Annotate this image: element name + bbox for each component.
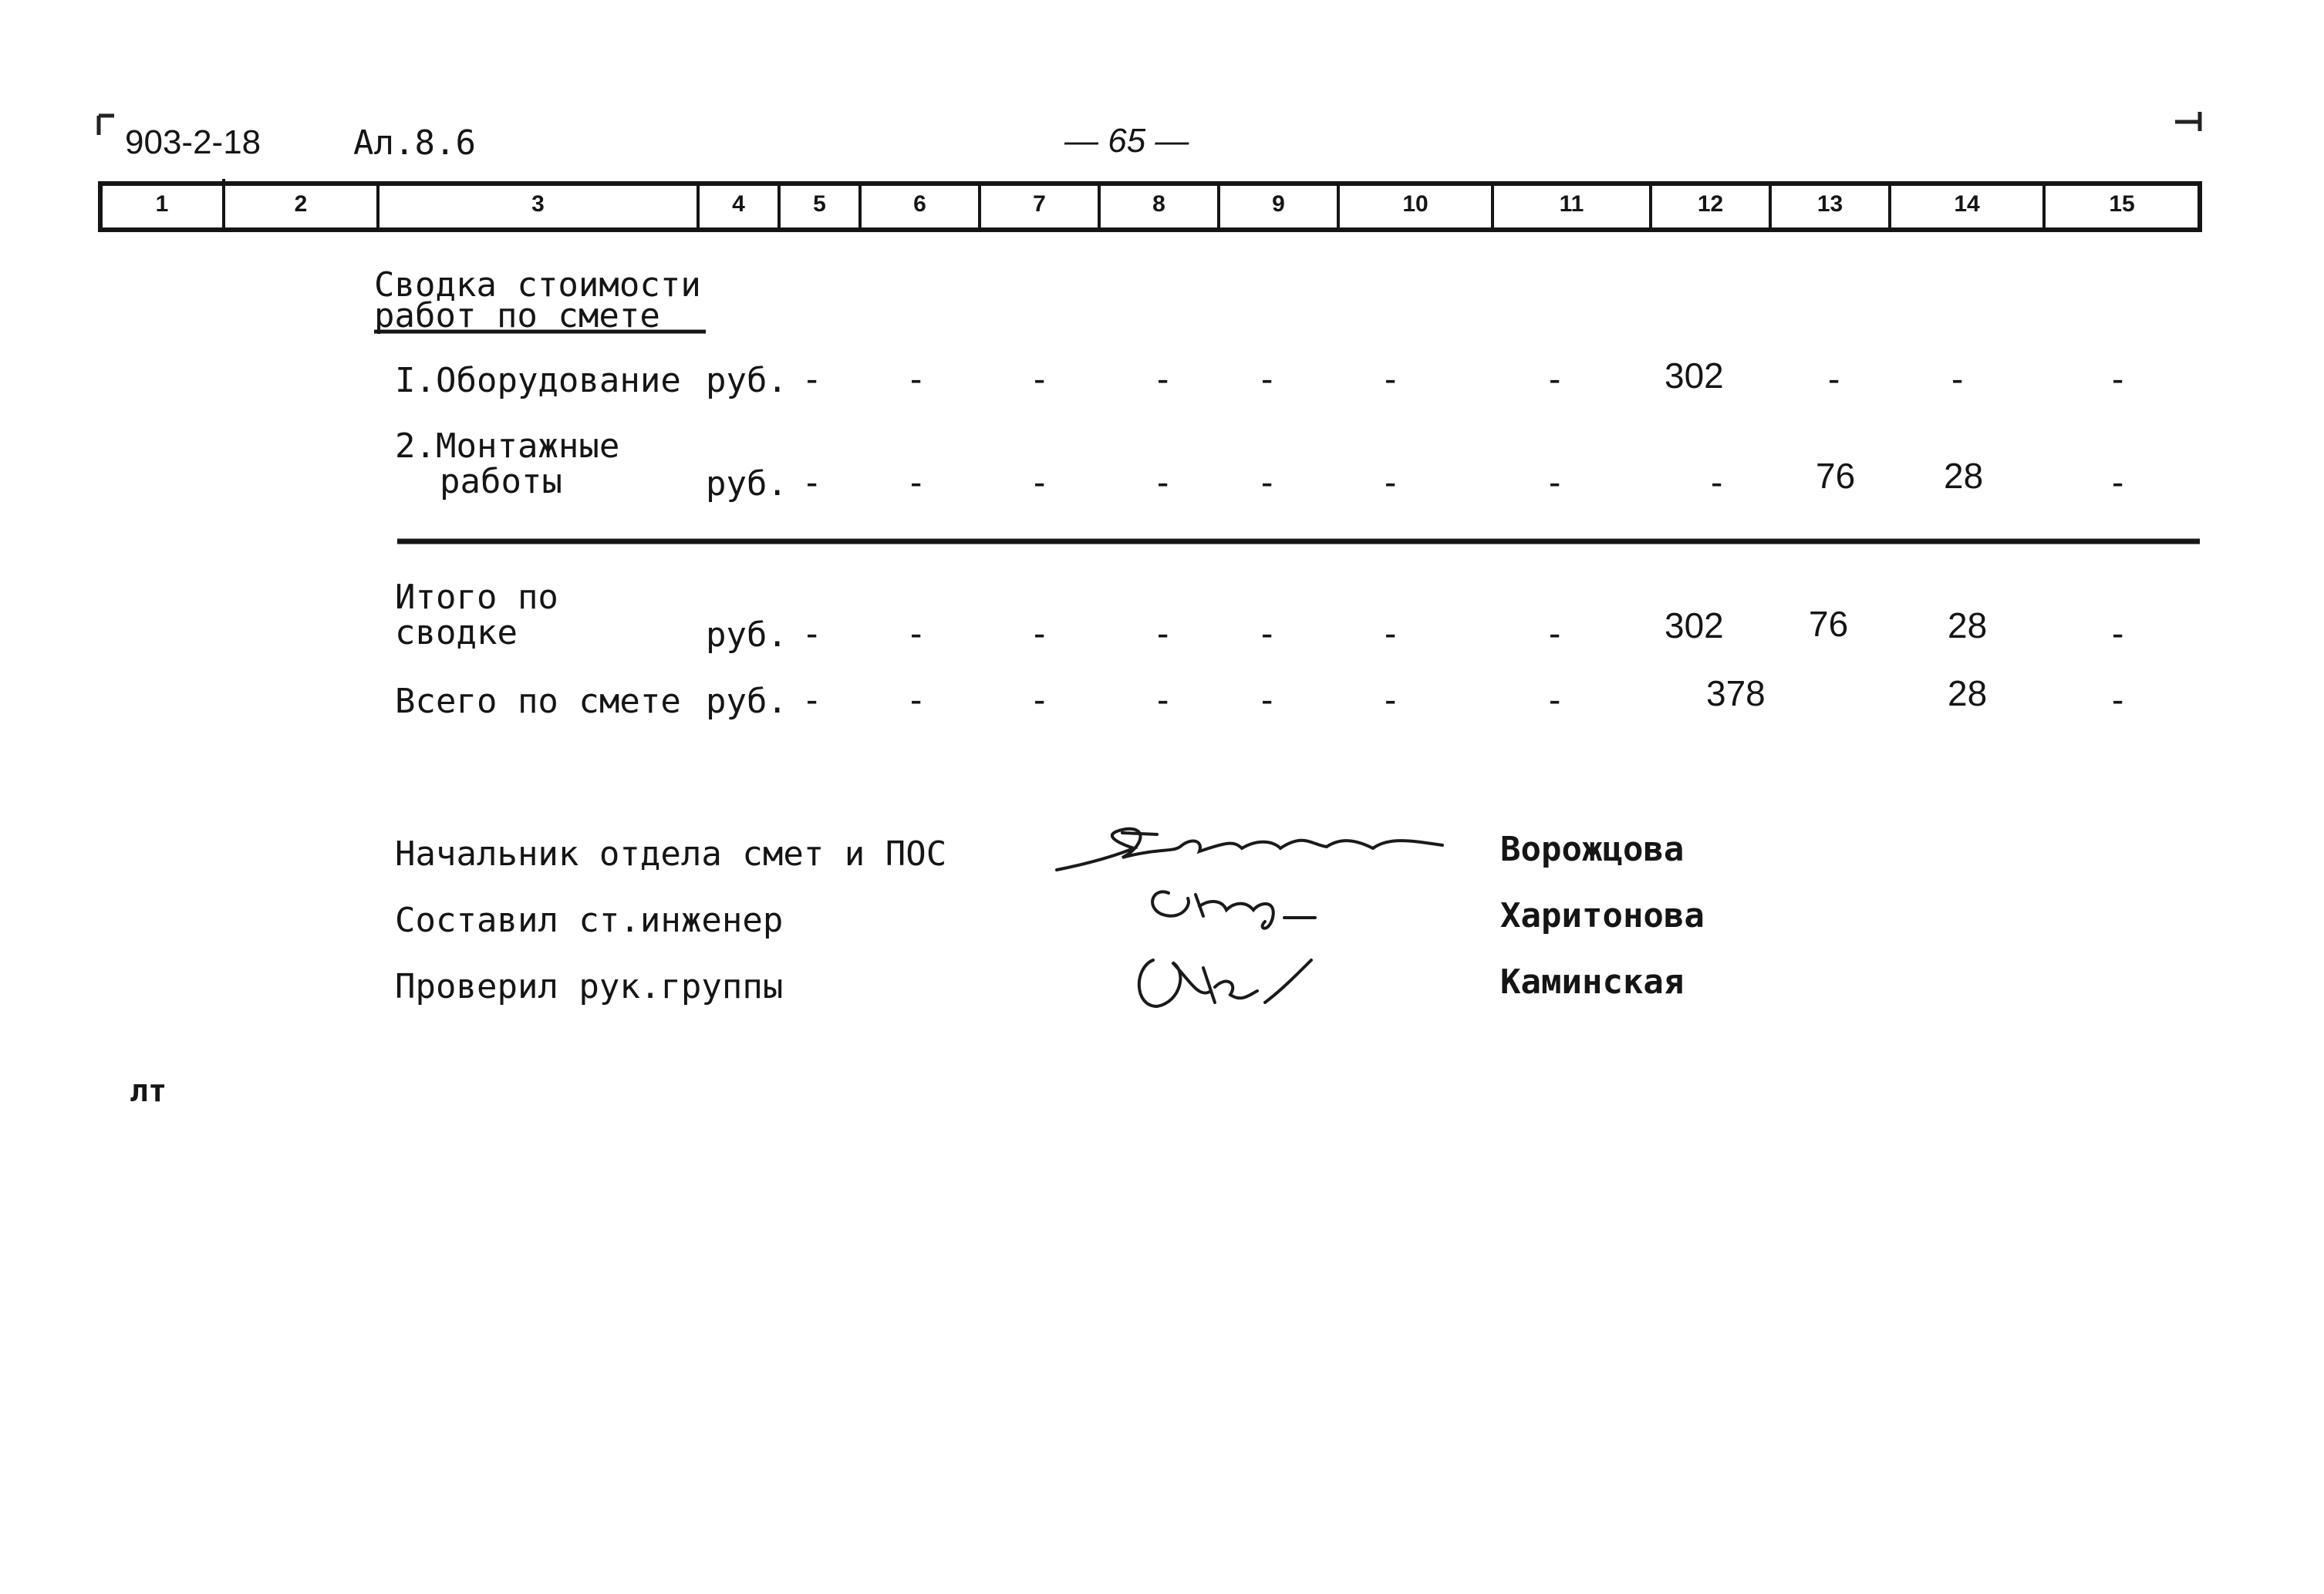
row-label-line1: Итого по <box>395 578 558 617</box>
cell: 76 <box>1816 456 1856 496</box>
cell: - <box>910 613 923 653</box>
cell: - <box>910 679 923 719</box>
row-label-line1: 2.Монтажные <box>395 426 620 466</box>
cell: - <box>1549 359 1561 399</box>
column-header-8: 8 <box>1152 191 1165 217</box>
column-header-1: 1 <box>155 191 169 217</box>
summary-title-line1: Сводка стоимости <box>374 265 701 305</box>
cell: 28 <box>1948 673 1988 713</box>
column-header-4: 4 <box>732 191 745 217</box>
cell: - <box>1385 613 1397 653</box>
page-number: — 65 — <box>1064 122 1189 160</box>
signature-1-scribble <box>1057 829 1442 870</box>
row-unit: руб. <box>706 361 788 400</box>
cell: 28 <box>1948 605 1988 645</box>
cell: - <box>1549 679 1561 719</box>
cell: - <box>1549 462 1561 502</box>
column-header-2: 2 <box>294 191 308 217</box>
column-header-10: 10 <box>1402 191 1428 217</box>
cell: - <box>1034 679 1046 719</box>
signature-name: Каминская <box>1500 962 1685 1002</box>
signature-role: Составил ст.инженер <box>395 901 784 940</box>
cell: - <box>1157 462 1169 502</box>
column-header-9: 9 <box>1272 191 1285 217</box>
cell: - <box>1261 462 1273 502</box>
column-header-15: 15 <box>2109 191 2135 217</box>
cell: - <box>1157 359 1169 399</box>
cell: - <box>1385 359 1397 399</box>
cell: - <box>910 359 923 399</box>
cell: - <box>1034 462 1046 502</box>
footer-mark: лт <box>130 1073 167 1109</box>
cell: 28 <box>1944 456 1984 496</box>
signature-2-scribble <box>1152 891 1315 928</box>
column-header-11: 11 <box>1559 191 1584 217</box>
row-label-line2: сводке <box>395 613 518 652</box>
cell: - <box>1711 462 1723 502</box>
document-code: 903-2-18 <box>125 123 261 161</box>
cell: - <box>1261 359 1273 399</box>
cell: - <box>1385 679 1397 719</box>
cell: - <box>1157 679 1169 719</box>
cell: - <box>1261 613 1273 653</box>
cell: - <box>2112 613 2124 653</box>
cell: - <box>806 679 818 719</box>
column-header-7: 7 <box>1033 191 1046 217</box>
signature-role: Начальник отдела смет и ПОС <box>395 834 947 874</box>
row-unit: руб. <box>706 615 788 655</box>
signature-role: Проверил рук.группы <box>395 967 784 1006</box>
cell: - <box>1385 462 1397 502</box>
row-unit: руб. <box>706 464 788 504</box>
signature-3-scribble <box>1139 960 1311 1006</box>
cell: - <box>2112 679 2124 719</box>
cell: - <box>1549 613 1561 653</box>
signature-name: Харитонова <box>1500 896 1705 935</box>
row-unit: руб. <box>706 682 788 721</box>
cell: 302 <box>1665 356 1724 396</box>
column-header-13: 13 <box>1816 191 1843 217</box>
cell: 76 <box>1809 604 1849 644</box>
cell: - <box>2112 359 2124 399</box>
row-label: Всего по смете <box>395 682 681 721</box>
row-label: I.Оборудование <box>395 361 681 400</box>
column-header-12: 12 <box>1697 191 1724 217</box>
cell: 302 <box>1665 605 1724 645</box>
album-number: Ал.8.6 <box>353 123 476 163</box>
cell: - <box>2112 462 2124 502</box>
column-header-6: 6 <box>913 191 926 217</box>
cell-merged: 378 <box>1706 673 1766 713</box>
column-header-14: 14 <box>1954 191 1980 217</box>
signature-name: Ворожцова <box>1500 830 1685 869</box>
cell: - <box>1261 679 1273 719</box>
column-header-5: 5 <box>813 191 826 217</box>
cell: - <box>1034 359 1046 399</box>
summary-title-line2: работ по смете <box>374 296 660 335</box>
column-header-3: 3 <box>531 191 545 217</box>
cell: - <box>1034 613 1046 653</box>
cell: - <box>1951 359 1964 399</box>
cell: - <box>1157 613 1169 653</box>
cell: - <box>806 613 818 653</box>
cell: - <box>806 462 818 502</box>
cell: - <box>910 462 923 502</box>
row-label-line2: работы <box>440 462 562 501</box>
cell: - <box>1828 359 1840 399</box>
cell: - <box>806 359 818 399</box>
